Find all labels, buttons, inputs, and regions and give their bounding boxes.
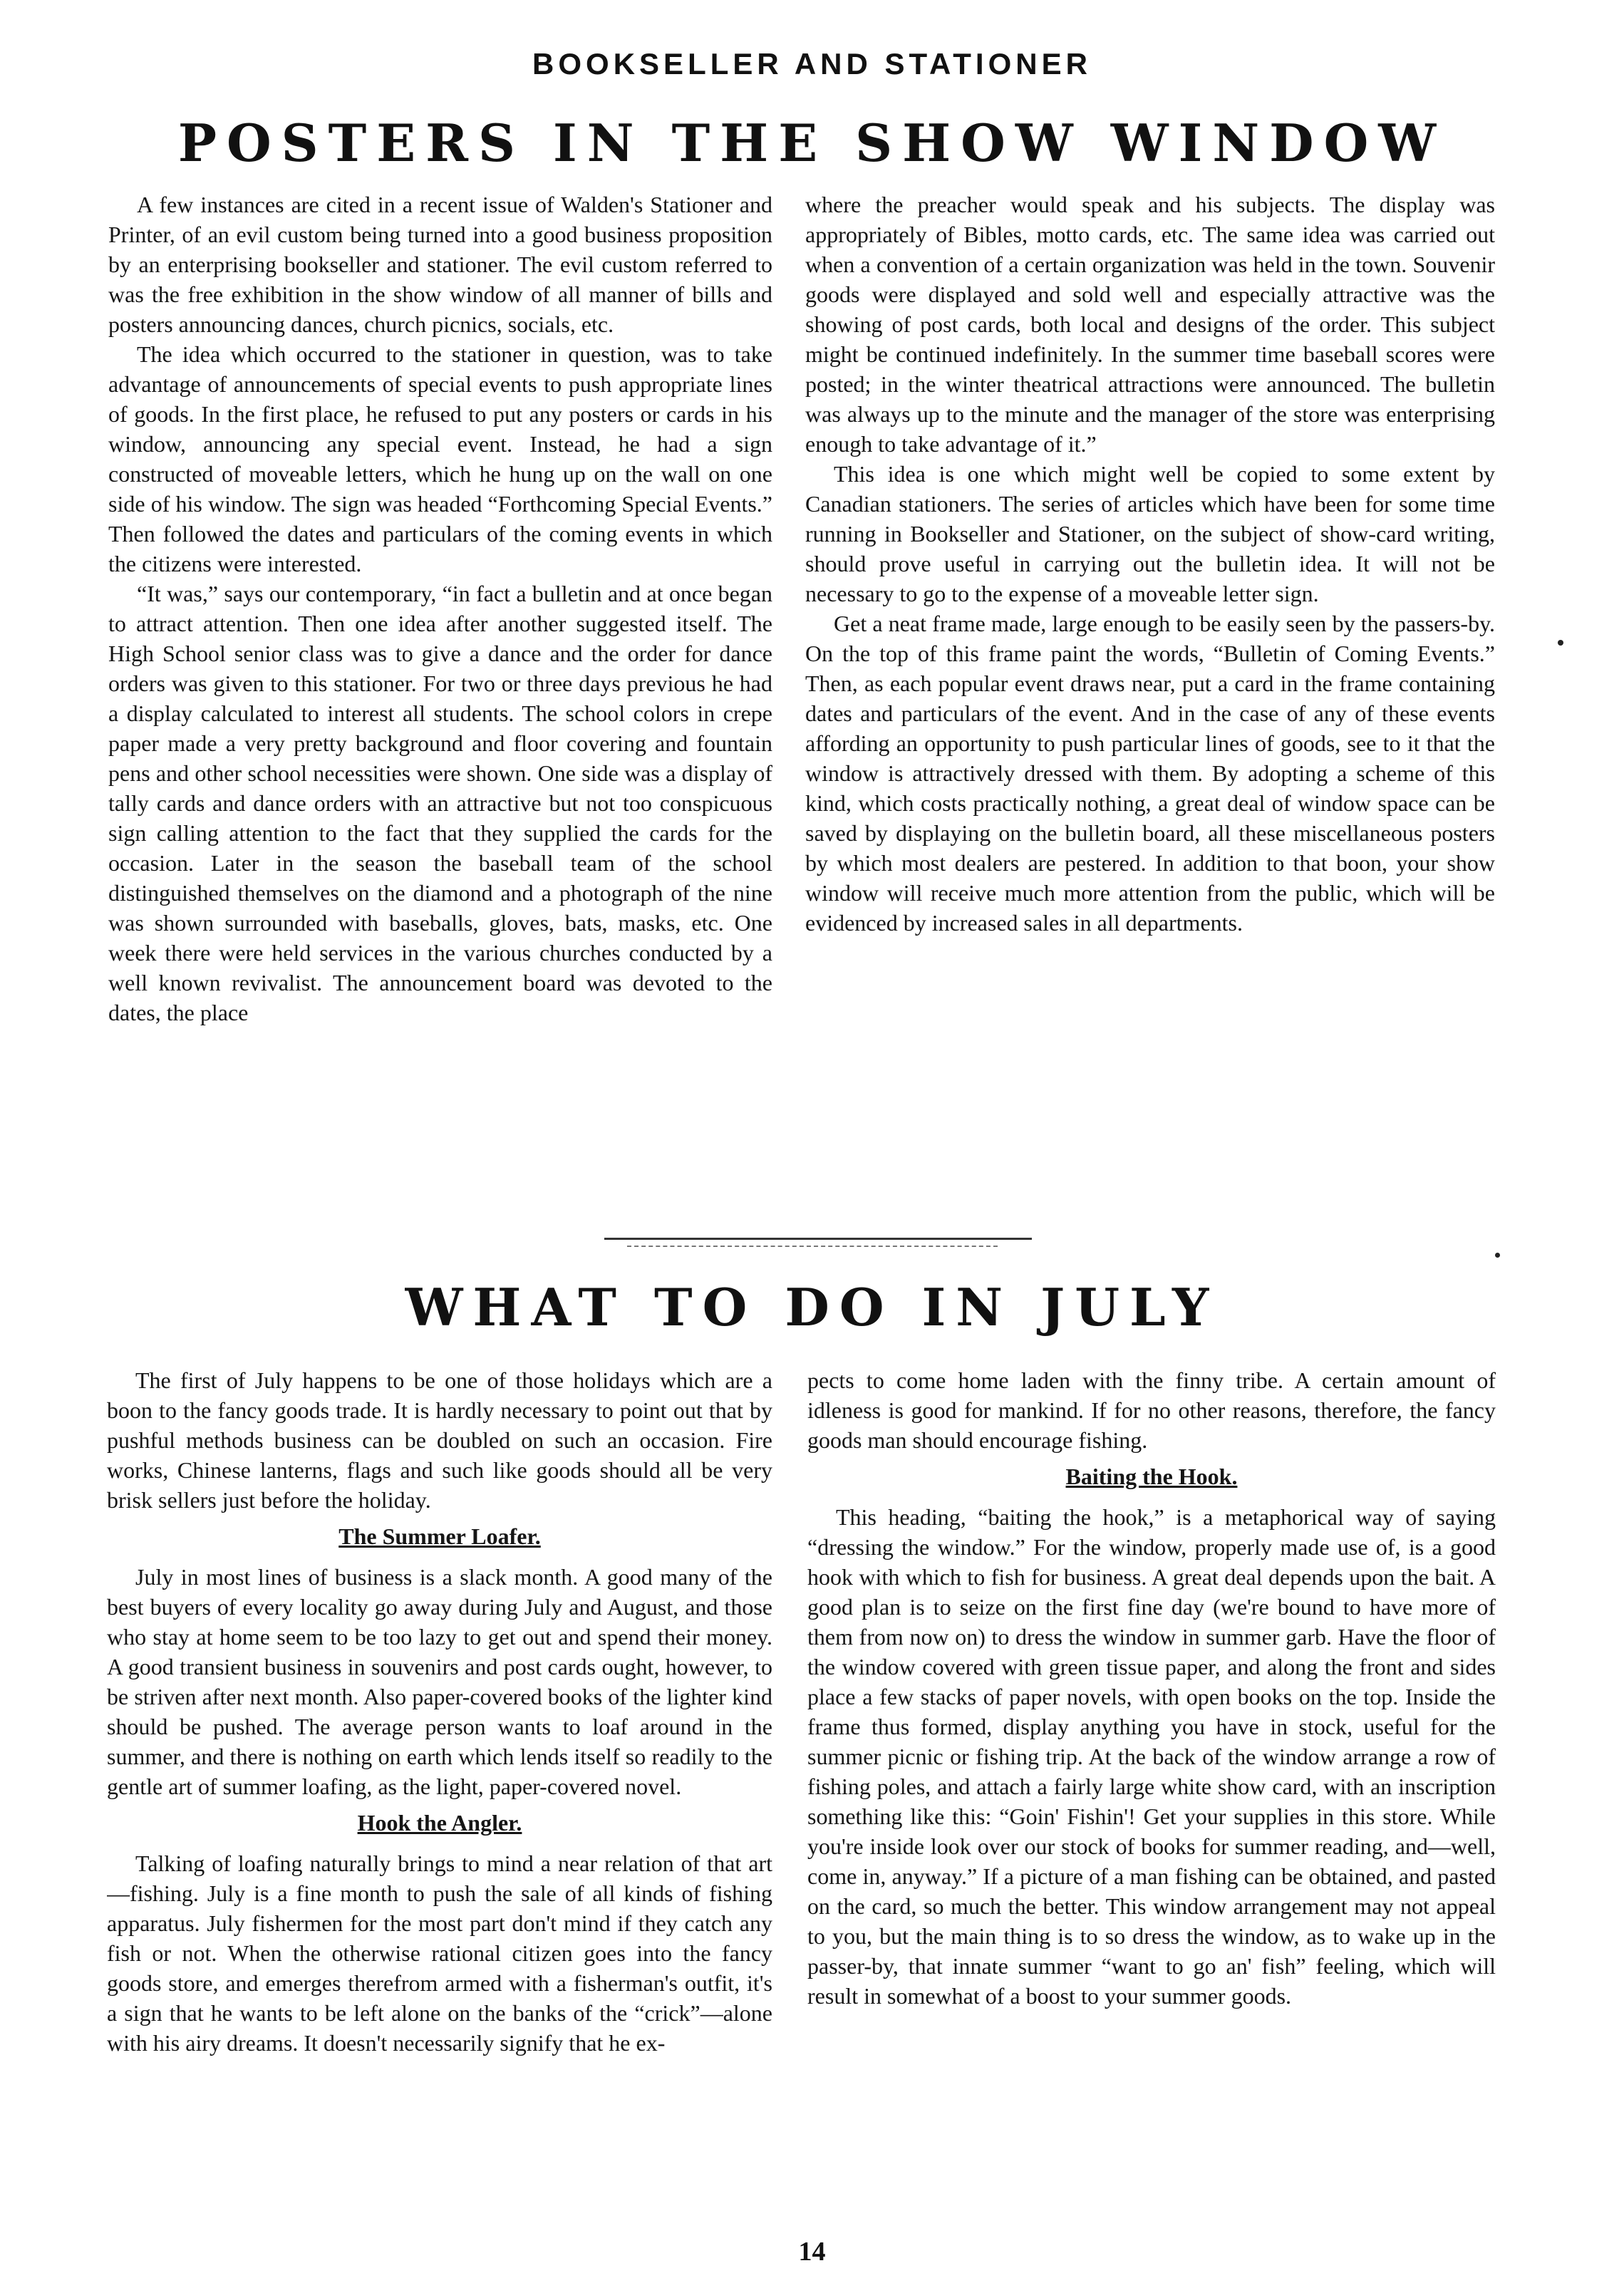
paragraph: The idea which occurred to the stationer in question, was to take advantage of announcements of special events to push appropriate lines of goods. In the first place, he refused to put any posters or cards in his window, announcing any special event. Instead, he had a sign constructed of moveable letters, which he hung up on the wall on one side of his window. The sign was headed “Forthcoming Special Events.” Then followed the dates and particulars of the coming events in which the citizens were interested. xyxy=(108,341,772,576)
paragraph: This idea is one which might well be copied to some extent by Canadian stationers. The series of articles which have been for some time running in Bookseller and Stationer, on the subject of show-card writing, should prove useful in carrying out the bulletin idea. It will not be necessary to go to the expense of a moveable letter sign. xyxy=(805,461,1495,606)
paragraph: pects to come home laden with the finny tribe. A certain amount of idleness is good for mankind. If for no other reasons, therefore, the fancy goods man should encourage fishing. xyxy=(807,1367,1496,1453)
subheading: Hook the Angler. xyxy=(357,1810,522,1836)
article-title-july: WHAT TO DO IN JULY xyxy=(405,1277,1219,1337)
paragraph: The first of July happens to be one of those holidays which are a boon to the fancy goods trade. It is hardly necessary to point out that by pushful methods business can be doubled on such an occasion. Fire works, Chinese lanterns, flags and such like goods should all be very brisk sellers just before the holiday. xyxy=(107,1367,772,1513)
article2-left-column xyxy=(107,1365,772,2185)
article-title-posters: POSTERS IN THE SHOW WINDOW xyxy=(177,113,1447,173)
article1-left-column xyxy=(108,190,772,1230)
paragraph: where the preacher would speak and his subjects. The display was appropriately of Bibles, motto cards, etc. The same idea was carried out when a convention of a certain organization was held in the town. Souvenir goods were displayed and sold well and especially attractive was the showing of post cards, both local and designs of the order. This subject might be continued indefinitely. In the summer time baseball scores were posted; in the winter theatrical attractions were announced. The bulletin was always up to the minute and the manager of the store was enterprising enough to take advantage of it.” xyxy=(805,192,1495,457)
paragraph: Get a neat frame made, large enough to be easily seen by the passers-by. On the top of this frame paint the words, “Bulletin of Coming Events.” Then, as each popular event draws near, put a card in the frame containing dates and particulars of the event. And in the case of any of these events affording an opportunity to push particular lines of goods, see to it that the window is attractively dressed with them. By adopting a scheme of this kind, which costs practically nothing, a great deal of window space can be saved by displaying on the bulletin board, all these miscellaneous posters by which most dealers are pestered. In addition to that boon, your show window will receive much more attention from the public, which will be evidenced by increased sales in all departments. xyxy=(805,611,1495,936)
subheading: Baiting the Hook. xyxy=(1065,1464,1238,1489)
paragraph: “It was,” says our contemporary, “in fact a bulletin and at once began to attract attention. Then one idea after another suggested itself. The High School senior class was to give a dance and the order for dance orders was given to this stationer. For two or three days previous he had a display calculated to interest all students. The school colors in crepe paper made a very pretty background and floor covering and fountain pens and other school necessities were shown. One side was a display of tally cards and dance orders with an attractive but not too conspicuous sign calling attention to the fact that they supplied the cards for the occasion. Later in the season the baseball team of the school distinguished themselves on the diamond and a photograph of the nine was shown surrounded with baseballs, gloves, bats, masks, etc. One week there were held services in the various churches conducted by a well known revivalist. The announcement board was devoted to the dates, the place xyxy=(108,581,772,1025)
paragraph: A few instances are cited in a recent issue of Walden's Stationer and Printer, of an evil custom being turned into a good business proposition by an enterprising bookseller and stationer. The evil custom referred to was the free exhibition in the show window of all manner of bills and posters announcing dances, church picnics, socials, etc. xyxy=(108,192,772,337)
ink-speck xyxy=(1558,640,1563,646)
article2-right-column xyxy=(807,1365,1496,2220)
paragraph: Talking of loafing naturally brings to mind a near relation of that art—fishing. July is a fine month to push the sale of all kinds of fishing apparatus. July fishermen for the most part don't mind if they catch any fish or not. When the otherwise rational citizen goes into the fancy goods store, and emerges therefrom armed with a fisherman's outfit, it's a sign that he wants to be left alone on the banks of the “crick”—alone with his airy dreams. It doesn't necessarily signify that he ex- xyxy=(107,1851,772,2056)
paragraph: July in most lines of business is a slack month. A good many of the best buyers of every locality go away during July and August, and those who stay at home seem to be too lazy to get out and spend their money. A good transient business in souvenirs and post cards ought, however, to be striven after next month. Also paper-covered books of the lighter kind should be pushed. The average person wants to loaf around in the summer, and there is nothing on earth which lends itself so readily to the gentle art of summer loafing, as the light, paper-covered novel. xyxy=(107,1564,772,1799)
section-divider xyxy=(604,1238,1032,1240)
subheading: The Summer Loafer. xyxy=(338,1523,541,1549)
paragraph: This heading, “baiting the hook,” is a metaphorical way of saying “dressing the window.” For the window, properly made use of, is a good hook with which to fish for business. A great deal depends upon the bait. A good plan is to seize on the first fine day (we're bound to have more of them from now on) to dress the window in summer garb. Have the floor of the window covered with green tissue paper, and along the front and sides place a few stacks of paper novels, with open books on the top. Inside the frame thus formed, display anything you have in stock, useful for the summer picnic or fishing trip. At the back of the window arrange a row of fishing poles, and attach a fairly large white show card, with an inscription something like this: “Goin' Fishin'! Get your supplies in this store. While you're inside look over our stock of books for summer reading, and—well, come in, anyway.” If a picture of a man fishing can be obtained, and pasted on the card, so much the better. This window arrangement may not appeal to you, but the main thing is to so dress the window, as to wake up in the passer-by, that innate summer “want to go an' fish” feeling, which will result in somewhat of a boost to your summer goods. xyxy=(807,1504,1496,2009)
page-number: 14 xyxy=(798,2237,826,2267)
article1-right-column xyxy=(805,190,1495,1230)
ink-speck xyxy=(1495,1253,1500,1258)
section-divider-ornament xyxy=(627,1246,998,1247)
running-head: BOOKSELLER AND STATIONER xyxy=(532,47,1092,81)
